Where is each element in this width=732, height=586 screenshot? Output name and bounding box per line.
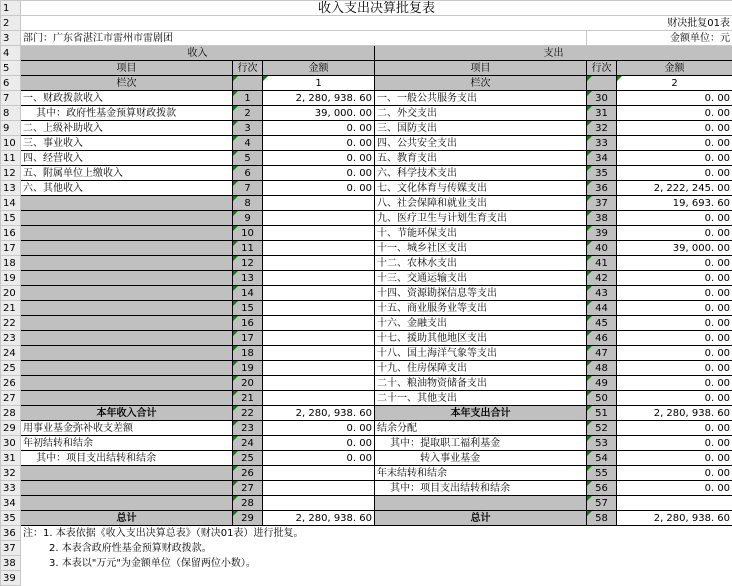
expense-line: 36 bbox=[587, 181, 617, 196]
row-header[interactable]: 35 bbox=[1, 511, 21, 526]
row-header[interactable]: 5 bbox=[1, 61, 21, 76]
expense-item: 三、国防支出 bbox=[375, 121, 587, 136]
table-row bbox=[1, 151, 732, 166]
income-item: 其中：政府性基金预算财政拨款 bbox=[21, 106, 233, 121]
expense-item: 六、科学技术支出 bbox=[375, 166, 587, 181]
income-item: 一、财政拨款收入 bbox=[21, 91, 233, 106]
table-row bbox=[1, 196, 732, 211]
income-amount[interactable]: 0. 00 bbox=[263, 451, 375, 466]
table-row bbox=[1, 256, 732, 271]
income-item bbox=[21, 256, 233, 271]
income-line: 28 bbox=[233, 496, 263, 511]
note-line: 2. 本表含政府性基金预算财政拨款。 bbox=[21, 541, 732, 556]
income-amount[interactable]: 2, 280, 938. 60 bbox=[263, 91, 375, 106]
income-amount[interactable]: 0. 00 bbox=[263, 181, 375, 196]
row-header[interactable]: 16 bbox=[1, 226, 21, 241]
table-row bbox=[1, 166, 732, 181]
note-line: 3. 本表以"万元"为金额单位（保留两位小数）。 bbox=[21, 556, 732, 571]
department-label: 部门：广东省湛江市雷州市雷剧团 bbox=[21, 31, 587, 46]
income-item: 本年收入合计 bbox=[21, 406, 233, 421]
income-amount[interactable] bbox=[263, 286, 375, 301]
expense-line: 45 bbox=[587, 316, 617, 331]
income-item bbox=[21, 331, 233, 346]
income-amount[interactable]: 0. 00 bbox=[263, 436, 375, 451]
row-header[interactable]: 29 bbox=[1, 421, 21, 436]
unit-label: 金额单位：元 bbox=[587, 31, 732, 46]
row-header[interactable]: 7 bbox=[1, 91, 21, 106]
expense-line: 51 bbox=[587, 406, 617, 421]
row-header[interactable]: 1 bbox=[1, 1, 21, 16]
expense-amount[interactable]: 0. 00 bbox=[617, 466, 732, 481]
income-amount[interactable] bbox=[263, 496, 375, 511]
expense-amount[interactable]: 0. 00 bbox=[617, 301, 732, 316]
table-row bbox=[1, 106, 732, 121]
table-row bbox=[1, 346, 732, 361]
row-header[interactable]: 10 bbox=[1, 136, 21, 151]
income-amount[interactable] bbox=[263, 196, 375, 211]
income-item bbox=[21, 271, 233, 286]
expense-line: 40 bbox=[587, 241, 617, 256]
income-amount[interactable] bbox=[263, 256, 375, 271]
row-header[interactable]: 34 bbox=[1, 496, 21, 511]
table-row bbox=[1, 241, 732, 256]
expense-amount[interactable]: 19, 693. 60 bbox=[617, 196, 732, 211]
income-amount[interactable]: 0. 00 bbox=[263, 121, 375, 136]
income-line: 22 bbox=[233, 406, 263, 421]
income-column-line bbox=[233, 76, 263, 91]
expense-item: 十六、金融支出 bbox=[375, 316, 587, 331]
income-amount[interactable] bbox=[263, 316, 375, 331]
expense-item: 本年支出合计 bbox=[375, 406, 587, 421]
income-amount[interactable] bbox=[263, 481, 375, 496]
expense-amount[interactable]: 39, 000. 00 bbox=[617, 241, 732, 256]
table-row bbox=[1, 466, 732, 481]
income-item: 其中：项目支出结转和结余 bbox=[21, 451, 233, 466]
income-line: 27 bbox=[233, 481, 263, 496]
expense-line: 57 bbox=[587, 496, 617, 511]
income-line: 12 bbox=[233, 256, 263, 271]
income-item: 五、附属单位上缴收入 bbox=[21, 166, 233, 181]
income-item: 四、经营收入 bbox=[21, 151, 233, 166]
income-line: 18 bbox=[233, 346, 263, 361]
expense-line: 46 bbox=[587, 331, 617, 346]
empty-row bbox=[21, 571, 732, 586]
expense-line: 31 bbox=[587, 106, 617, 121]
expense-amount-header: 金额 bbox=[617, 61, 732, 76]
row-header[interactable]: 15 bbox=[1, 211, 21, 226]
table-row bbox=[1, 91, 732, 106]
row-header[interactable]: 37 bbox=[1, 541, 21, 556]
expense-line: 54 bbox=[587, 451, 617, 466]
table-row bbox=[1, 391, 732, 406]
expense-line: 53 bbox=[587, 436, 617, 451]
expense-amount[interactable]: 0. 00 bbox=[617, 211, 732, 226]
expense-line: 32 bbox=[587, 121, 617, 136]
table-row bbox=[1, 361, 732, 376]
expense-line: 35 bbox=[587, 166, 617, 181]
income-line: 16 bbox=[233, 316, 263, 331]
row-header[interactable]: 22 bbox=[1, 316, 21, 331]
income-item: 二、上级补助收入 bbox=[21, 121, 233, 136]
expense-amount[interactable]: 0. 00 bbox=[617, 391, 732, 406]
table-row bbox=[1, 331, 732, 346]
row-header[interactable]: 38 bbox=[1, 556, 21, 571]
row-header[interactable]: 23 bbox=[1, 331, 21, 346]
row-header[interactable]: 33 bbox=[1, 481, 21, 496]
income-item-header: 项目 bbox=[21, 61, 233, 76]
income-item: 三、事业收入 bbox=[21, 136, 233, 151]
expense-item: 十三、交通运输支出 bbox=[375, 271, 587, 286]
income-amount-header: 金额 bbox=[263, 61, 375, 76]
income-amount[interactable] bbox=[263, 376, 375, 391]
expense-amount[interactable]: 0. 00 bbox=[617, 361, 732, 376]
table-row bbox=[1, 211, 732, 226]
expense-item: 二十一、其他支出 bbox=[375, 391, 587, 406]
expense-amount[interactable]: 2, 222, 245. 00 bbox=[617, 181, 732, 196]
expense-line-header: 行次 bbox=[587, 61, 617, 76]
expense-item: 十二、农林水支出 bbox=[375, 256, 587, 271]
income-item bbox=[21, 346, 233, 361]
table-row bbox=[1, 496, 732, 511]
expense-item: 结余分配 bbox=[375, 421, 587, 436]
expense-item: 九、医疗卫生与计划生育支出 bbox=[375, 211, 587, 226]
expense-amount[interactable]: 0. 00 bbox=[617, 376, 732, 391]
income-item bbox=[21, 196, 233, 211]
income-line: 5 bbox=[233, 151, 263, 166]
expense-line: 52 bbox=[587, 421, 617, 436]
form-code: 财决批复01表 bbox=[21, 16, 732, 31]
expense-line: 42 bbox=[587, 271, 617, 286]
income-item bbox=[21, 226, 233, 241]
row-header[interactable]: 8 bbox=[1, 106, 21, 121]
expense-item: 八、社会保障和就业支出 bbox=[375, 196, 587, 211]
row-header[interactable]: 9 bbox=[1, 121, 21, 136]
income-item bbox=[21, 466, 233, 481]
row-header[interactable]: 30 bbox=[1, 436, 21, 451]
income-line: 26 bbox=[233, 466, 263, 481]
expense-amount[interactable]: 0. 00 bbox=[617, 451, 732, 466]
table-row bbox=[1, 181, 732, 196]
expense-item-header: 项目 bbox=[375, 61, 587, 76]
expense-line: 55 bbox=[587, 466, 617, 481]
expense-item: 十九、住房保障支出 bbox=[375, 361, 587, 376]
income-line: 25 bbox=[233, 451, 263, 466]
income-line: 24 bbox=[233, 436, 263, 451]
expense-item: 十八、国土海洋气象等支出 bbox=[375, 346, 587, 361]
income-item: 年初结转和结余 bbox=[21, 436, 233, 451]
income-line: 3 bbox=[233, 121, 263, 136]
expense-line: 34 bbox=[587, 151, 617, 166]
expense-column-label: 栏次 bbox=[375, 76, 587, 91]
row-header[interactable]: 20 bbox=[1, 286, 21, 301]
expense-line: 37 bbox=[587, 196, 617, 211]
expense-line: 30 bbox=[587, 91, 617, 106]
table-row bbox=[1, 271, 732, 286]
table-row bbox=[1, 451, 732, 466]
expense-item: 其中：提取职工福利基金 bbox=[375, 436, 587, 451]
expense-header: 支出 bbox=[375, 46, 732, 61]
income-header: 收入 bbox=[21, 46, 375, 61]
expense-amount[interactable]: 0. 00 bbox=[617, 346, 732, 361]
table-row bbox=[1, 226, 732, 241]
table-row bbox=[1, 121, 732, 136]
row-header[interactable]: 12 bbox=[1, 166, 21, 181]
expense-item: 五、教育支出 bbox=[375, 151, 587, 166]
row-header[interactable]: 31 bbox=[1, 451, 21, 466]
expense-item: 其中：项目支出结转和结余 bbox=[375, 481, 587, 496]
income-item bbox=[21, 301, 233, 316]
income-line: 21 bbox=[233, 391, 263, 406]
row-header[interactable]: 25 bbox=[1, 361, 21, 376]
expense-line: 38 bbox=[587, 211, 617, 226]
expense-item: 年末结转和结余 bbox=[375, 466, 587, 481]
income-line: 10 bbox=[233, 226, 263, 241]
expense-line: 49 bbox=[587, 376, 617, 391]
income-line: 7 bbox=[233, 181, 263, 196]
income-line: 14 bbox=[233, 286, 263, 301]
income-line: 4 bbox=[233, 136, 263, 151]
expense-item bbox=[375, 496, 587, 511]
income-line: 19 bbox=[233, 361, 263, 376]
expense-line: 50 bbox=[587, 391, 617, 406]
row-header[interactable]: 4 bbox=[1, 46, 21, 61]
income-line-header: 行次 bbox=[233, 61, 263, 76]
expense-line: 33 bbox=[587, 136, 617, 151]
income-amount[interactable] bbox=[263, 331, 375, 346]
income-amount[interactable] bbox=[263, 346, 375, 361]
expense-amount[interactable]: 0. 00 bbox=[617, 91, 732, 106]
expense-item: 二、外交支出 bbox=[375, 106, 587, 121]
income-item bbox=[21, 496, 233, 511]
table-row bbox=[1, 421, 732, 436]
row-header[interactable]: 32 bbox=[1, 466, 21, 481]
expense-amount[interactable]: 0. 00 bbox=[617, 331, 732, 346]
expense-item: 十四、资源勘探信息等支出 bbox=[375, 286, 587, 301]
income-amount[interactable] bbox=[263, 241, 375, 256]
table-row bbox=[1, 136, 732, 151]
income-item: 用事业基金弥补收支差额 bbox=[21, 421, 233, 436]
expense-amount[interactable]: 0. 00 bbox=[617, 286, 732, 301]
expense-item: 转入事业基金 bbox=[375, 451, 587, 466]
income-line: 15 bbox=[233, 301, 263, 316]
income-amount[interactable]: 0. 00 bbox=[263, 421, 375, 436]
row-header[interactable]: 19 bbox=[1, 271, 21, 286]
expense-item: 十一、城乡社区支出 bbox=[375, 241, 587, 256]
expense-line: 47 bbox=[587, 346, 617, 361]
income-amount[interactable] bbox=[263, 211, 375, 226]
expense-amount[interactable] bbox=[617, 496, 732, 511]
expense-amount[interactable]: 0. 00 bbox=[617, 136, 732, 151]
income-column-label: 栏次 bbox=[21, 76, 233, 91]
income-item bbox=[21, 376, 233, 391]
expense-amount[interactable]: 0. 00 bbox=[617, 256, 732, 271]
table-row bbox=[1, 316, 732, 331]
income-amount[interactable] bbox=[263, 391, 375, 406]
table-row bbox=[1, 406, 732, 421]
row-header[interactable]: 39 bbox=[1, 571, 21, 586]
expense-amount[interactable]: 0. 00 bbox=[617, 436, 732, 451]
row-header[interactable]: 2 bbox=[1, 16, 21, 31]
expense-line: 39 bbox=[587, 226, 617, 241]
expense-amount[interactable]: 0. 00 bbox=[617, 481, 732, 496]
income-item bbox=[21, 211, 233, 226]
expense-amount[interactable]: 0. 00 bbox=[617, 271, 732, 286]
row-header[interactable]: 24 bbox=[1, 346, 21, 361]
expense-item: 总计 bbox=[375, 511, 587, 526]
income-line: 1 bbox=[233, 91, 263, 106]
expense-item: 十七、援助其他地区支出 bbox=[375, 331, 587, 346]
income-amount[interactable] bbox=[263, 301, 375, 316]
income-item bbox=[21, 316, 233, 331]
table-row bbox=[1, 301, 732, 316]
row-header[interactable]: 36 bbox=[1, 526, 21, 541]
income-amount[interactable]: 39, 000. 00 bbox=[263, 106, 375, 121]
table-row bbox=[1, 481, 732, 496]
income-line: 2 bbox=[233, 106, 263, 121]
row-header[interactable]: 11 bbox=[1, 151, 21, 166]
income-line: 13 bbox=[233, 271, 263, 286]
page-title: 收入支出决算批复表 bbox=[21, 1, 732, 16]
row-header[interactable]: 3 bbox=[1, 31, 21, 46]
expense-amount[interactable]: 0. 00 bbox=[617, 166, 732, 181]
income-item: 六、其他收入 bbox=[21, 181, 233, 196]
row-header[interactable]: 21 bbox=[1, 301, 21, 316]
income-amount[interactable]: 0. 00 bbox=[263, 136, 375, 151]
income-amount[interactable] bbox=[263, 466, 375, 481]
expense-item: 十、节能环保支出 bbox=[375, 226, 587, 241]
income-line: 11 bbox=[233, 241, 263, 256]
row-header[interactable]: 18 bbox=[1, 256, 21, 271]
row-header[interactable]: 27 bbox=[1, 391, 21, 406]
income-item bbox=[21, 286, 233, 301]
table-row bbox=[1, 286, 732, 301]
income-amount[interactable] bbox=[263, 226, 375, 241]
income-amount[interactable]: 2, 280, 938. 60 bbox=[263, 406, 375, 421]
expense-amount[interactable]: 0. 00 bbox=[617, 121, 732, 136]
expense-item: 十五、商业服务业等支出 bbox=[375, 301, 587, 316]
row-header[interactable]: 28 bbox=[1, 406, 21, 421]
income-amount[interactable] bbox=[263, 361, 375, 376]
income-line: 9 bbox=[233, 211, 263, 226]
income-amount[interactable]: 0. 00 bbox=[263, 166, 375, 181]
expense-amount[interactable]: 0. 00 bbox=[617, 106, 732, 121]
row-header[interactable]: 6 bbox=[1, 76, 21, 91]
income-column-number: 1 bbox=[263, 76, 375, 91]
row-header[interactable]: 26 bbox=[1, 376, 21, 391]
income-item: 总计 bbox=[21, 511, 233, 526]
expense-column-line bbox=[587, 76, 617, 91]
expense-item: 二十、粮油物资储备支出 bbox=[375, 376, 587, 391]
note-line: 注：1. 本表依据《收入支出决算总表》（财决01表）进行批复。 bbox=[21, 526, 732, 541]
expense-line: 41 bbox=[587, 256, 617, 271]
income-item bbox=[21, 481, 233, 496]
expense-column-number: 2 bbox=[617, 76, 732, 91]
expense-line: 44 bbox=[587, 301, 617, 316]
income-line: 8 bbox=[233, 196, 263, 211]
income-line: 23 bbox=[233, 421, 263, 436]
expense-item: 四、公共安全支出 bbox=[375, 136, 587, 151]
row-header[interactable]: 14 bbox=[1, 196, 21, 211]
expense-amount[interactable]: 0. 00 bbox=[617, 151, 732, 166]
expense-amount[interactable]: 0. 00 bbox=[617, 226, 732, 241]
row-header[interactable]: 17 bbox=[1, 241, 21, 256]
income-line: 6 bbox=[233, 166, 263, 181]
row-header[interactable]: 13 bbox=[1, 181, 21, 196]
expense-line: 43 bbox=[587, 286, 617, 301]
income-item bbox=[21, 241, 233, 256]
expense-item: 一、一般公共服务支出 bbox=[375, 91, 587, 106]
expense-line: 56 bbox=[587, 481, 617, 496]
expense-amount[interactable]: 0. 00 bbox=[617, 316, 732, 331]
table-row bbox=[1, 511, 732, 526]
expense-line: 58 bbox=[587, 511, 617, 526]
table-row bbox=[1, 376, 732, 391]
table-row bbox=[1, 436, 732, 451]
income-amount[interactable] bbox=[263, 271, 375, 286]
expense-amount[interactable]: 2, 280, 938. 60 bbox=[617, 406, 732, 421]
income-amount[interactable]: 2, 280, 938. 60 bbox=[263, 511, 375, 526]
income-item bbox=[21, 361, 233, 376]
income-line: 20 bbox=[233, 376, 263, 391]
income-amount[interactable]: 0. 00 bbox=[263, 151, 375, 166]
expense-amount[interactable]: 2, 280, 938. 60 bbox=[617, 511, 732, 526]
income-line: 17 bbox=[233, 331, 263, 346]
expense-line: 48 bbox=[587, 361, 617, 376]
income-item bbox=[21, 391, 233, 406]
income-line: 29 bbox=[233, 511, 263, 526]
expense-item: 七、文化体育与传媒支出 bbox=[375, 181, 587, 196]
expense-amount[interactable]: 0. 00 bbox=[617, 421, 732, 436]
